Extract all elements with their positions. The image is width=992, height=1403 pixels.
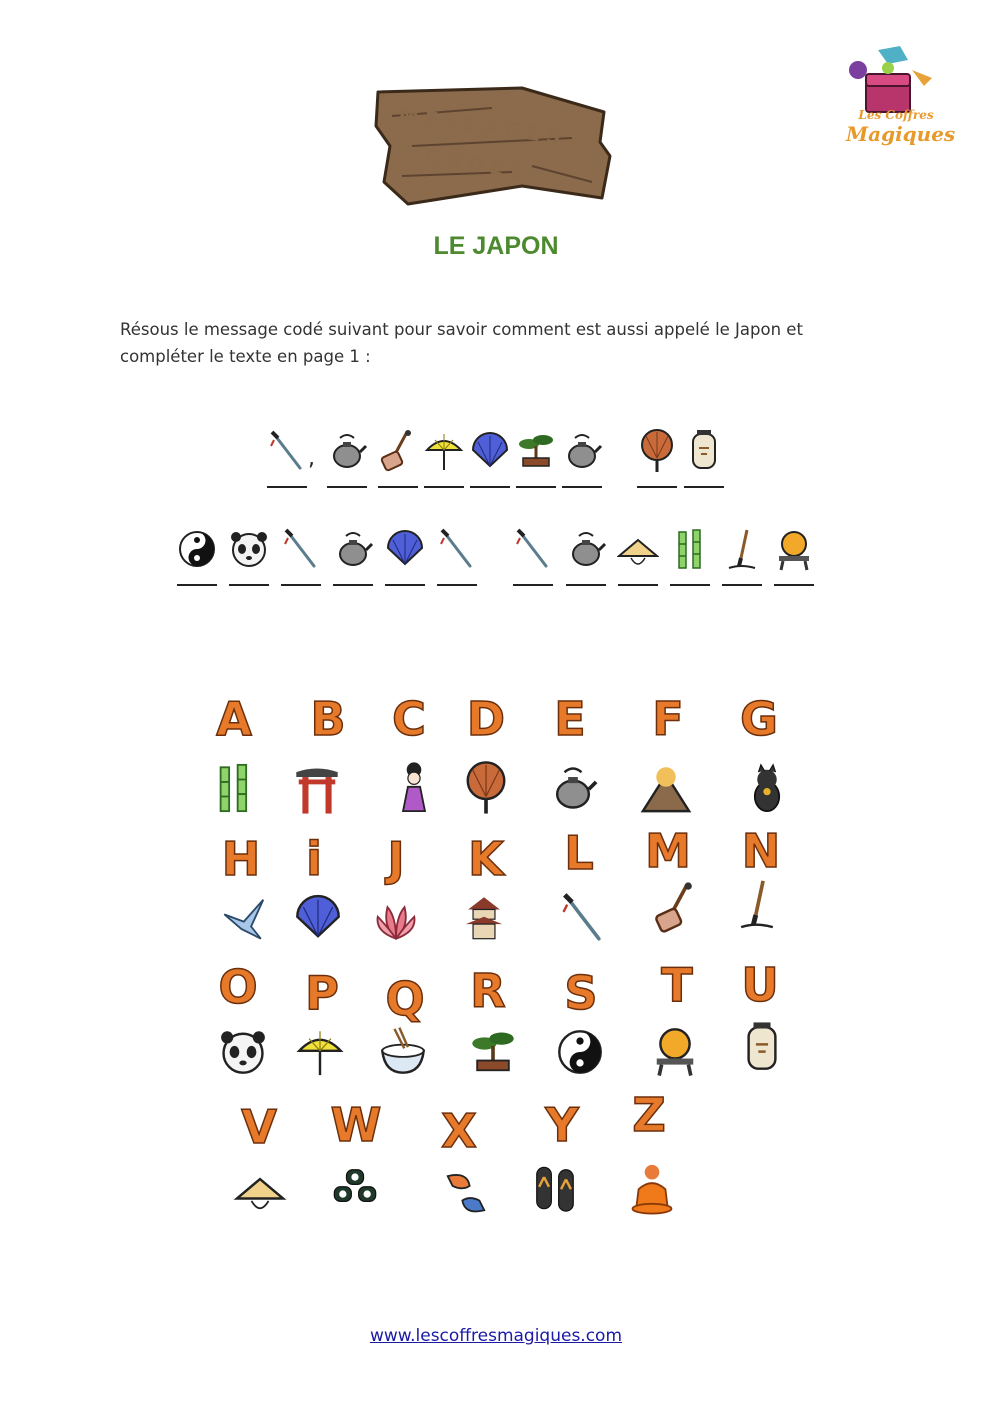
key-icon [520, 1160, 590, 1216]
messages-codes-plank [372, 86, 618, 216]
key-letter: A [216, 692, 252, 746]
pagoda-icon [449, 890, 519, 946]
shamisen-icon [641, 880, 711, 936]
key-letter: M [645, 824, 691, 878]
plank-line-2: CODÉS [422, 142, 532, 186]
straw-hat-icon [617, 526, 659, 572]
key-icon [283, 890, 353, 946]
key-icon [199, 760, 269, 816]
bonsai-icon [458, 1024, 528, 1080]
lucky-cat-icon [732, 760, 802, 816]
uchiwa-icon [451, 760, 521, 816]
puzzle-cell[interactable] [512, 526, 554, 586]
geta-sandals-icon [520, 1160, 590, 1216]
key-icon [631, 760, 701, 816]
bonsai-icon [515, 428, 557, 474]
comma: , [308, 446, 315, 471]
key-icon [451, 760, 521, 816]
key-icon [208, 1024, 278, 1080]
teapot-icon [332, 526, 374, 572]
gong-icon [773, 526, 815, 572]
key-icon [727, 1020, 797, 1076]
yinyang-icon [176, 526, 218, 572]
key-letter: L [564, 826, 594, 880]
logo-line-1: Les Coffres [858, 108, 934, 122]
katana-icon [512, 526, 554, 572]
panda-icon [228, 526, 270, 572]
key-icon [458, 1024, 528, 1080]
teapot-icon [561, 428, 603, 474]
teapot-icon [538, 760, 608, 816]
logo-line-2: Magiques [846, 122, 956, 146]
mount-fuji-icon [631, 760, 701, 816]
lantern-icon [727, 1020, 797, 1076]
teapot-icon [326, 428, 368, 474]
key-icon [732, 760, 802, 816]
key-letter: C [392, 692, 426, 746]
umbrella-icon [423, 428, 465, 474]
brush-icon [721, 526, 763, 572]
puzzle-cell[interactable] [669, 526, 711, 586]
katana-icon [436, 526, 478, 572]
key-icon [320, 1160, 390, 1216]
key-icon [538, 760, 608, 816]
puzzle-cell[interactable] [176, 526, 218, 586]
puzzle-cell[interactable] [280, 526, 322, 586]
puzzle-cell[interactable] [332, 526, 374, 586]
puzzle-cell[interactable] [469, 428, 511, 488]
key-letter: T [661, 958, 693, 1012]
key-icon [368, 1024, 438, 1080]
koi-fish-icon [431, 1164, 501, 1220]
key-icon [545, 1024, 615, 1080]
origami-bird-icon [210, 890, 280, 946]
puzzle-cell[interactable] [721, 526, 763, 586]
key-icon [282, 760, 352, 816]
fan-icon [384, 526, 426, 572]
lotus-icon [361, 890, 431, 946]
puzzle-cell[interactable] [636, 428, 678, 488]
key-letter: S [564, 966, 598, 1020]
key-icon [640, 1022, 710, 1078]
puzzle-cell[interactable] [565, 526, 607, 586]
key-letter: i [306, 832, 322, 886]
page-title: LE JAPON [433, 232, 559, 260]
puzzle-cell[interactable] [436, 526, 478, 586]
fan-icon [469, 428, 511, 474]
key-icon [722, 876, 792, 932]
fan-icon [283, 890, 353, 946]
key-letter: R [470, 964, 506, 1018]
puzzle-cell[interactable] [384, 526, 426, 586]
key-letter: H [221, 832, 261, 886]
yinyang-icon [545, 1024, 615, 1080]
puzzle-cell[interactable] [228, 526, 270, 586]
key-letter: P [305, 966, 339, 1020]
puzzle-cell[interactable] [326, 428, 368, 488]
lantern-icon [683, 428, 725, 474]
intro-text: Résous le message codé suivant pour savoir comment est aussi appelé le Japon et compléter le texte en page 1 : [120, 320, 803, 366]
key-letter: Z [632, 1088, 666, 1142]
key-icon [449, 890, 519, 946]
key-letter: G [740, 692, 778, 746]
bamboo-icon [199, 760, 269, 816]
meditating-monk-icon [617, 1160, 687, 1216]
brush-icon [722, 876, 792, 932]
sushi-icon [320, 1160, 390, 1216]
website-link[interactable]: www.lescoffresmagiques.com [369, 1326, 623, 1346]
rice-bowl-icon [368, 1024, 438, 1080]
key-letter: U [741, 958, 779, 1012]
key-letter: D [466, 692, 506, 746]
teapot-icon [565, 526, 607, 572]
puzzle-cell[interactable] [561, 428, 603, 488]
puzzle-cell[interactable] [266, 428, 308, 488]
puzzle-cell[interactable] [515, 428, 557, 488]
key-letter: J [387, 832, 405, 886]
katana-icon [548, 890, 618, 946]
key-letter: E [554, 692, 586, 746]
bamboo-icon [669, 526, 711, 572]
key-icon [361, 890, 431, 946]
puzzle-cell[interactable] [683, 428, 725, 488]
key-icon [617, 1160, 687, 1216]
geisha-icon [379, 760, 449, 816]
key-icon [548, 890, 618, 946]
puzzle-cell[interactable] [423, 428, 465, 488]
plank-line-1: MESSAGES [397, 102, 569, 150]
gong-icon [640, 1022, 710, 1078]
key-icon [641, 880, 711, 936]
key-icon [431, 1164, 501, 1220]
key-letter: V [241, 1100, 277, 1154]
puzzle-cell[interactable] [377, 428, 419, 488]
key-icon [379, 760, 449, 816]
key-letter: X [441, 1104, 477, 1158]
key-letter: Q [385, 972, 425, 1026]
key-letter: B [310, 692, 346, 746]
key-icon [210, 890, 280, 946]
shamisen-icon [377, 428, 419, 474]
key-letter: F [652, 692, 684, 746]
key-letter: K [468, 832, 504, 886]
key-icon [225, 1162, 295, 1218]
umbrella-icon [285, 1024, 355, 1080]
key-letter: W [330, 1098, 382, 1152]
uchiwa-icon [636, 428, 678, 474]
straw-hat-icon [225, 1162, 295, 1218]
key-letter: N [741, 824, 781, 878]
katana-icon [280, 526, 322, 572]
puzzle-cell[interactable] [773, 526, 815, 586]
katana-icon [266, 428, 308, 474]
panda-icon [208, 1024, 278, 1080]
key-letter: Y [545, 1098, 579, 1152]
key-letter: O [218, 960, 258, 1014]
puzzle-cell[interactable] [617, 526, 659, 586]
torii-icon [282, 760, 352, 816]
key-icon [285, 1024, 355, 1080]
